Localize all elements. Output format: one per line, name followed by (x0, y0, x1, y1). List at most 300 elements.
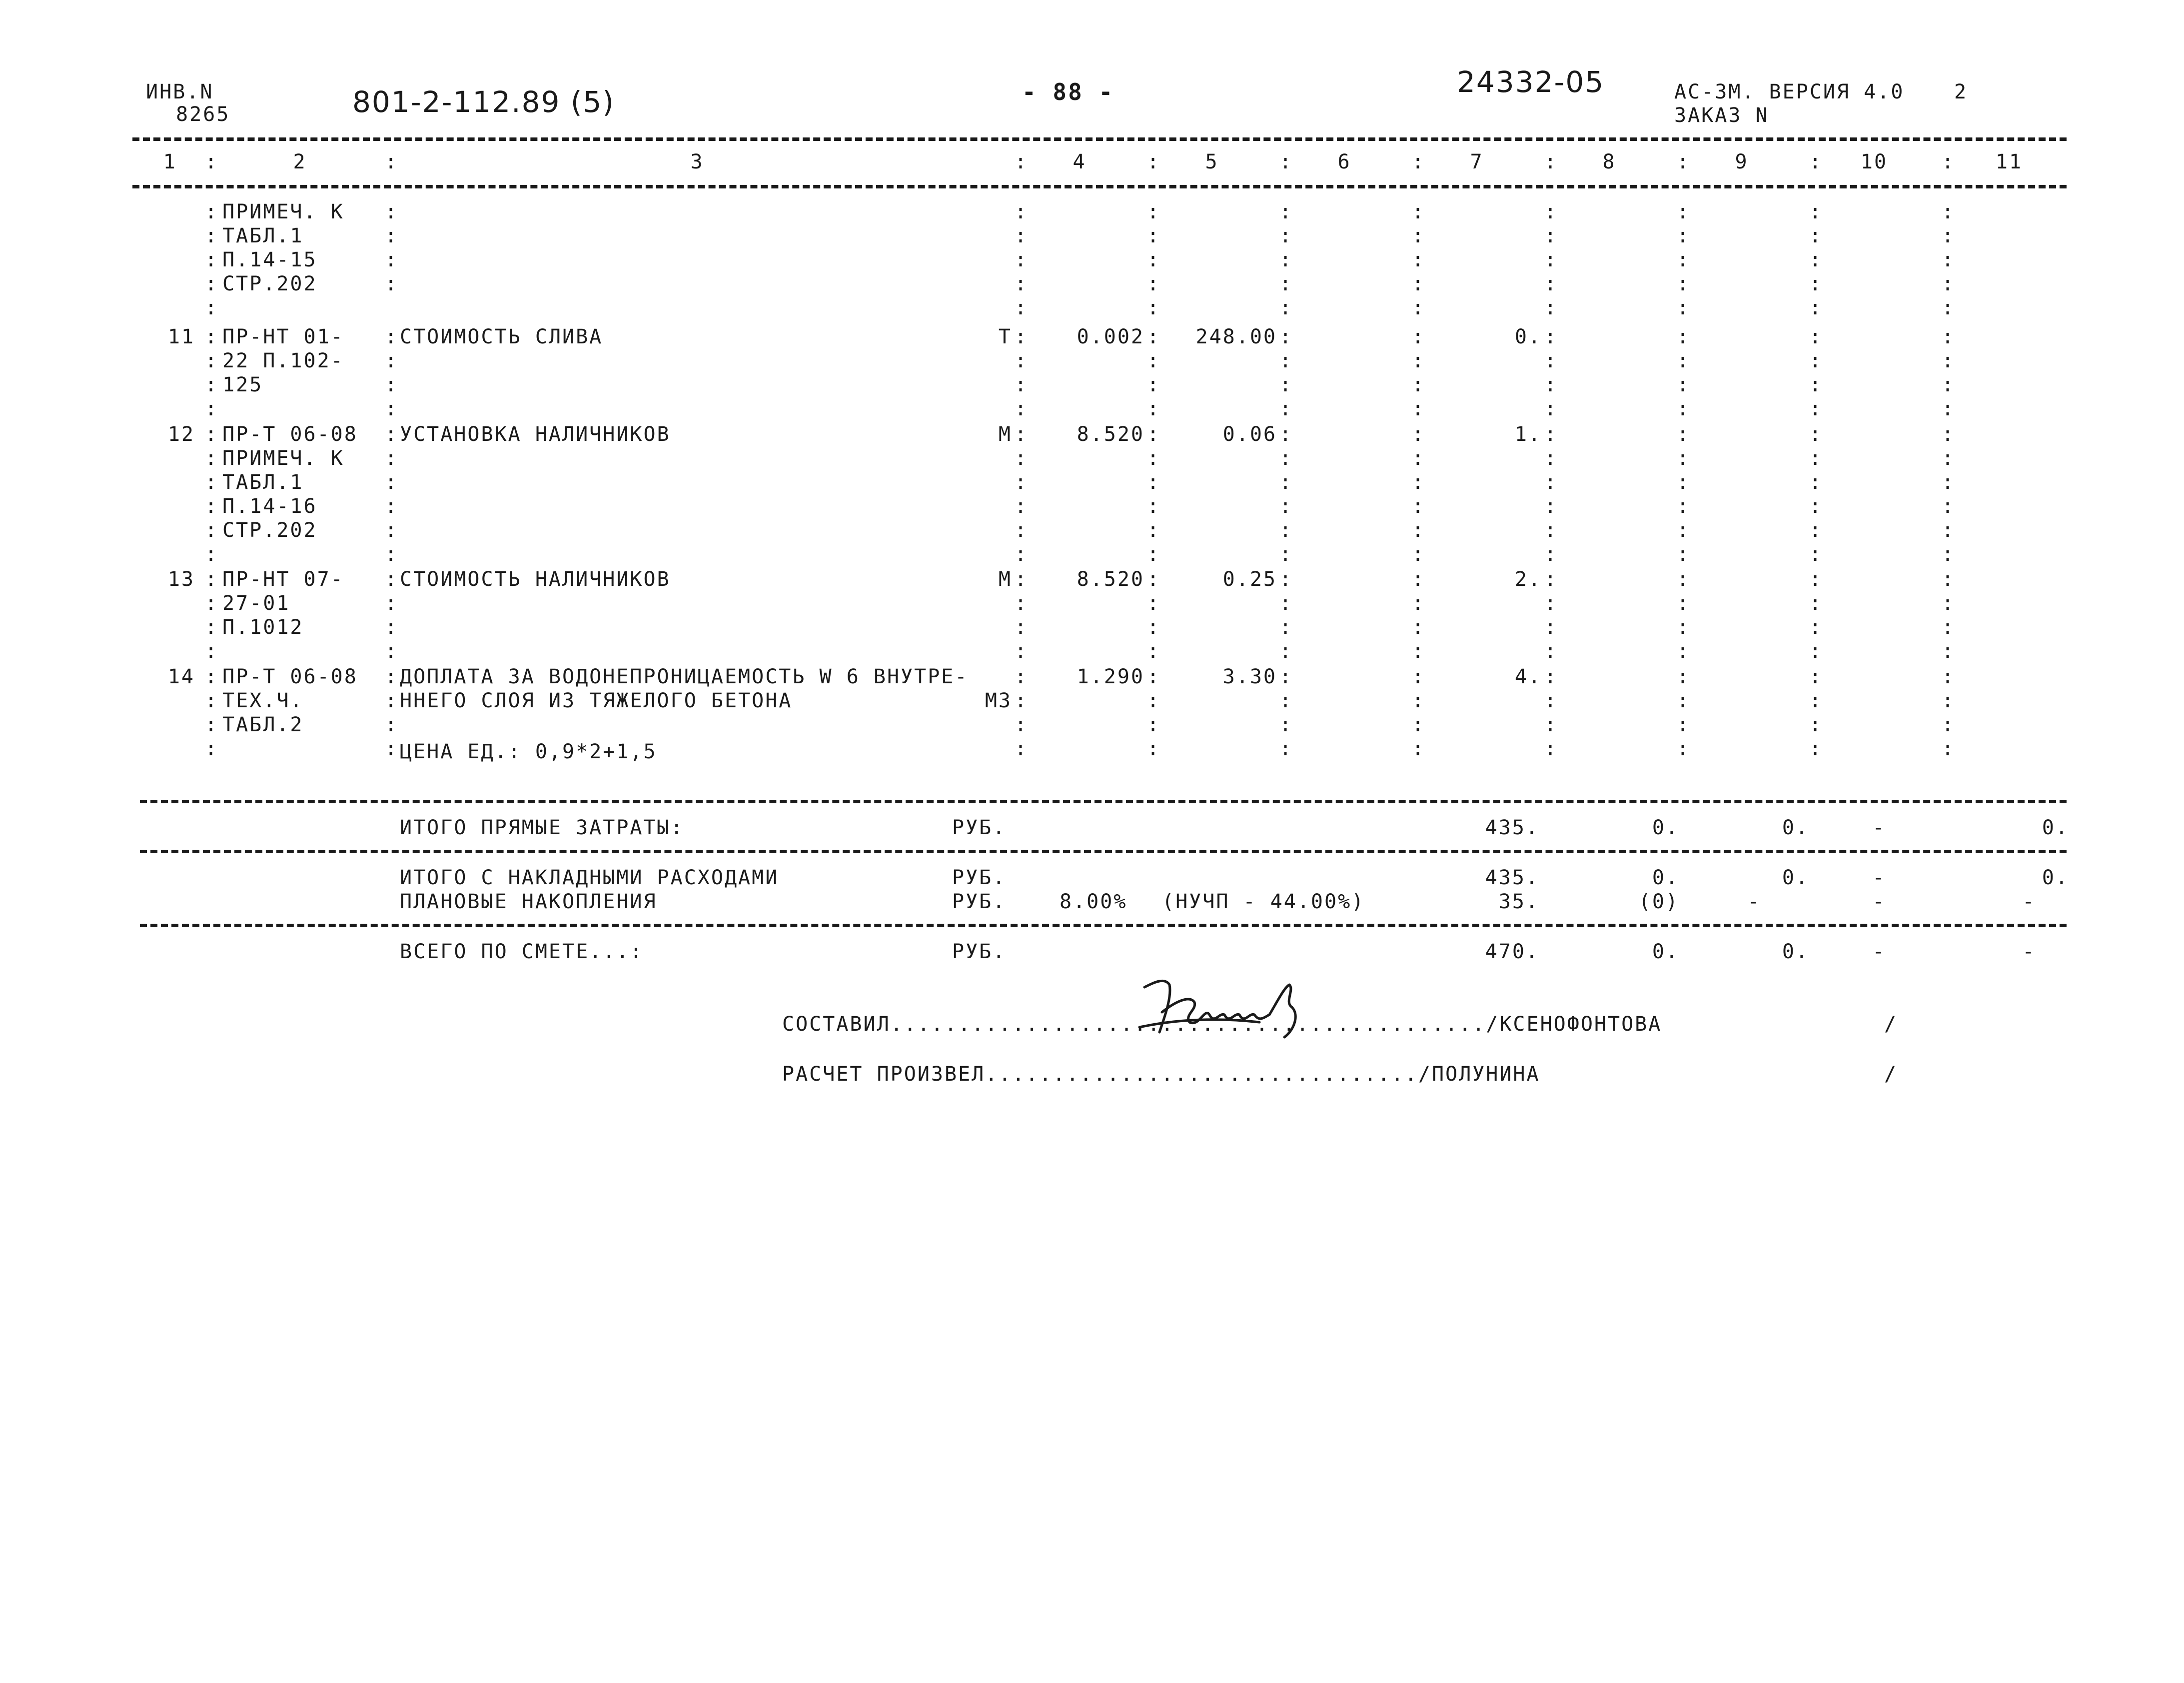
column-separator: : (1279, 397, 1293, 420)
column-separator: : (1677, 224, 1691, 247)
column-separator: : (1942, 349, 1956, 372)
column-separator: : (1677, 248, 1691, 271)
column-separator: : (1544, 495, 1558, 518)
total-overhead-col9: 0. (1782, 866, 1809, 889)
column-separator: : (1942, 325, 1956, 348)
column-separator: : (205, 349, 219, 372)
column-separator: : (1412, 737, 1426, 760)
column-separator: : (1412, 200, 1426, 223)
column-separator: : (1147, 150, 1161, 173)
row-basis: 27-01 (222, 592, 290, 615)
column-separator: : (1809, 713, 1823, 736)
column-separator: : (1809, 568, 1823, 591)
row-basis: ТЕХ.Ч. (222, 689, 304, 712)
column-separator: : (1279, 616, 1293, 639)
column-separator: : (1677, 325, 1691, 348)
grand-total-col10: - (1872, 940, 1886, 963)
row-number: 13 (167, 568, 195, 591)
column-separator: : (1677, 543, 1691, 566)
column-separator: : (1942, 423, 1956, 446)
row-basis: ПРИМЕЧ. К (222, 447, 344, 470)
total-overhead-col11: 0. (2042, 866, 2069, 889)
column-separator: : (1147, 665, 1161, 688)
column-separator: : (385, 519, 399, 542)
column-separator: : (1677, 447, 1691, 470)
column-separator: : (1809, 519, 1823, 542)
column-separator: : (1147, 397, 1161, 420)
row-unit: М (998, 568, 1012, 591)
planned-savings-col8: (0) (1638, 890, 1679, 913)
column-separator: : (385, 325, 399, 348)
program-version: АС-3М. ВЕРСИЯ 4.0 (1674, 80, 1905, 103)
column-separator: : (1279, 224, 1293, 247)
column-separator: : (1544, 737, 1558, 760)
column-separator: : (1412, 592, 1426, 615)
column-separator: : (205, 397, 219, 420)
column-header-11: 11 (1995, 150, 2023, 173)
calculated-by-line: РАСЧЕТ ПРОИЗВЕЛ................................/ПОЛУНИНА (782, 1063, 1540, 1086)
column-separator: : (1015, 737, 1029, 760)
column-separator: : (1147, 272, 1161, 295)
column-separator: : (1942, 200, 1956, 223)
total-overhead-col10: - (1872, 866, 1886, 889)
row-quantity: 8.520 (1077, 568, 1144, 591)
column-separator: : (1544, 349, 1558, 372)
column-separator: : (1809, 616, 1823, 639)
row-unit: М3 (985, 689, 1012, 712)
column-header-5: 5 (1205, 150, 1219, 173)
column-separator: : (385, 543, 399, 566)
column-separator: : (385, 150, 399, 173)
column-separator: : (1279, 568, 1293, 591)
column-separator: : (1677, 737, 1691, 760)
column-separator: : (385, 640, 399, 663)
column-separator: : (1412, 296, 1426, 319)
column-separator: : (1544, 272, 1558, 295)
column-separator: : (1279, 713, 1293, 736)
column-separator: : (1147, 423, 1161, 446)
column-separator: : (385, 423, 399, 446)
column-separator: : (205, 713, 219, 736)
column-header-8: 8 (1602, 150, 1616, 173)
column-separator: : (1015, 248, 1029, 271)
column-separator: : (1412, 640, 1426, 663)
column-separator: : (1015, 495, 1029, 518)
column-header-1: 1 (163, 150, 177, 173)
column-separator: : (385, 200, 399, 223)
column-separator: : (205, 519, 219, 542)
planned-savings-label: ПЛАНОВЫЕ НАКОПЛЕНИЯ (400, 890, 657, 913)
column-separator: : (1147, 616, 1161, 639)
column-separator: : (1809, 447, 1823, 470)
column-separator: : (1544, 447, 1558, 470)
total-direct-col11: 0. (2042, 816, 2069, 839)
column-separator: : (1015, 616, 1029, 639)
row-basis: СТР.202 (222, 519, 317, 542)
column-separator: : (205, 471, 219, 494)
column-separator: : (1942, 616, 1956, 639)
column-separator: : (1015, 150, 1029, 173)
row-quantity: 1.290 (1077, 665, 1144, 688)
row-basis: П.14-15 (222, 248, 317, 271)
column-separator: : (1147, 200, 1161, 223)
header-rule-bottom (132, 185, 2067, 188)
column-separator: : (1147, 325, 1161, 348)
column-separator: : (1279, 325, 1293, 348)
total-direct-unit: РУБ. (952, 816, 1007, 839)
column-separator: : (1544, 248, 1558, 271)
column-separator: : (1677, 713, 1691, 736)
column-separator: : (1279, 543, 1293, 566)
column-separator: : (205, 200, 219, 223)
inventory-label: ИНВ.N (146, 80, 214, 103)
column-separator: : (205, 568, 219, 591)
column-separator: : (385, 495, 399, 518)
column-separator: : (1544, 150, 1558, 173)
column-separator: : (1942, 713, 1956, 736)
grand-total-label: ВСЕГО ПО СМЕТЕ...: (400, 940, 644, 963)
row-total-cost: 0. (1514, 325, 1542, 348)
column-header-10: 10 (1860, 150, 1888, 173)
grand-total-unit: РУБ. (952, 940, 1007, 963)
column-separator: : (1412, 373, 1426, 396)
column-separator: : (1412, 495, 1426, 518)
compiled-by-end: / (1884, 1013, 1898, 1036)
column-separator: : (1942, 495, 1956, 518)
column-separator: : (1942, 543, 1956, 566)
column-separator: : (1544, 616, 1558, 639)
column-separator: : (1809, 349, 1823, 372)
column-separator: : (1942, 519, 1956, 542)
column-separator: : (1809, 150, 1823, 173)
column-separator: : (1015, 543, 1029, 566)
column-separator: : (385, 568, 399, 591)
column-separator: : (1015, 519, 1029, 542)
column-separator: : (1147, 689, 1161, 712)
column-separator: : (1412, 519, 1426, 542)
column-header-6: 6 (1337, 150, 1351, 173)
document-code: 801-2-112.89 (5) (352, 85, 615, 119)
column-separator: : (1942, 447, 1956, 470)
column-separator: : (1544, 519, 1558, 542)
column-separator: : (1015, 272, 1029, 295)
total-overhead-col8: 0. (1652, 866, 1679, 889)
column-separator: : (1412, 325, 1426, 348)
column-separator: : (1279, 592, 1293, 615)
column-separator: : (1015, 200, 1029, 223)
totals-rule-3 (140, 924, 2067, 927)
column-separator: : (385, 737, 399, 760)
planned-savings-col11: - (2022, 890, 2036, 913)
column-separator: : (1147, 296, 1161, 319)
row-basis: ТАБЛ.1 (222, 224, 304, 247)
row-basis: ТАБЛ.1 (222, 471, 304, 494)
column-separator: : (1412, 423, 1426, 446)
column-separator: : (1942, 272, 1956, 295)
column-separator: : (1147, 373, 1161, 396)
column-separator: : (385, 373, 399, 396)
column-separator: : (1544, 665, 1558, 688)
column-separator: : (1412, 397, 1426, 420)
column-separator: : (385, 665, 399, 688)
column-separator: : (1544, 568, 1558, 591)
column-separator: : (1677, 665, 1691, 688)
row-basis: ПР-Т 06-08 (222, 665, 358, 688)
total-direct-col8: 0. (1652, 816, 1679, 839)
total-direct-label: ИТОГО ПРЯМЫЕ ЗАТРАТЫ: (400, 816, 684, 839)
column-separator: : (205, 665, 219, 688)
column-separator: : (205, 325, 219, 348)
column-separator: : (205, 272, 219, 295)
column-separator: : (1809, 325, 1823, 348)
column-separator: : (1279, 471, 1293, 494)
column-separator: : (1412, 543, 1426, 566)
row-basis: П.14-16 (222, 495, 317, 518)
column-separator: : (1809, 224, 1823, 247)
column-separator: : (1279, 423, 1293, 446)
column-separator: : (205, 592, 219, 615)
column-separator: : (205, 737, 219, 760)
grand-total-col11: - (2022, 940, 2036, 963)
planned-savings-unit: РУБ. (952, 890, 1007, 913)
column-separator: : (1015, 397, 1029, 420)
column-separator: : (1942, 665, 1956, 688)
column-separator: : (1279, 665, 1293, 688)
column-separator: : (1544, 397, 1558, 420)
column-separator: : (1677, 373, 1691, 396)
column-separator: : (1279, 737, 1293, 760)
column-separator: : (385, 447, 399, 470)
column-separator: : (1412, 471, 1426, 494)
column-separator: : (1412, 150, 1426, 173)
column-separator: : (1147, 592, 1161, 615)
column-separator: : (385, 248, 399, 271)
row-total-cost: 4. (1514, 665, 1542, 688)
column-separator: : (1279, 447, 1293, 470)
column-separator: : (1809, 272, 1823, 295)
column-separator: : (385, 616, 399, 639)
column-separator: : (1942, 737, 1956, 760)
column-header-2: 2 (293, 150, 307, 173)
column-header-7: 7 (1470, 150, 1484, 173)
page-number: - 88 - (1022, 78, 1114, 105)
column-separator: : (1147, 568, 1161, 591)
column-separator: : (1015, 349, 1029, 372)
column-header-3: 3 (690, 150, 704, 173)
column-separator: : (205, 423, 219, 446)
row-quantity: 0.002 (1077, 325, 1144, 348)
column-separator: : (205, 689, 219, 712)
calculated-by-end: / (1884, 1063, 1898, 1086)
column-separator: : (1942, 224, 1956, 247)
column-separator: : (1942, 248, 1956, 271)
column-separator: : (1942, 689, 1956, 712)
column-separator: : (1147, 248, 1161, 271)
column-separator: : (1544, 640, 1558, 663)
column-separator: : (1677, 519, 1691, 542)
column-separator: : (1942, 471, 1956, 494)
column-separator: : (1809, 689, 1823, 712)
column-separator: : (1147, 519, 1161, 542)
column-separator: : (1544, 543, 1558, 566)
column-separator: : (1809, 296, 1823, 319)
order-code: 24332-05 (1457, 65, 1605, 99)
column-separator: : (1147, 737, 1161, 760)
column-separator: : (1942, 373, 1956, 396)
column-separator: : (205, 616, 219, 639)
column-separator: : (385, 471, 399, 494)
column-separator: : (205, 150, 219, 173)
column-separator: : (1809, 640, 1823, 663)
row-basis: ПР-НТ 07- (222, 568, 344, 591)
column-separator: : (1677, 689, 1691, 712)
row-basis: ПР-Т 06-08 (222, 423, 358, 446)
row-basis: СТР.202 (222, 272, 317, 295)
column-separator: : (1279, 495, 1293, 518)
compiled-by-line: СОСТАВИЛ............................................/КСЕНОФОНТОВА (782, 1013, 1662, 1036)
row-work-name: СТОИМОСТЬ НАЛИЧНИКОВ (400, 568, 671, 591)
grand-total-col9: 0. (1782, 940, 1809, 963)
planned-savings-note: (НУЧП - 44.00%) (1162, 890, 1365, 913)
row-quantity: 8.520 (1077, 423, 1144, 446)
row-basis: ПР-НТ 01- (222, 325, 344, 348)
column-separator: : (1809, 423, 1823, 446)
column-separator: : (385, 689, 399, 712)
order-label: ЗАКАЗ N (1674, 104, 1769, 127)
column-separator: : (1412, 224, 1426, 247)
column-separator: : (1942, 592, 1956, 615)
column-separator: : (1015, 689, 1029, 712)
column-separator: : (1015, 447, 1029, 470)
price-note: ЦЕНА ЕД.: 0,9*2+1,5 (400, 740, 657, 763)
planned-savings-percent: 8.00% (1060, 890, 1127, 913)
totals-rule-2 (140, 850, 2067, 853)
column-separator: : (1544, 200, 1558, 223)
total-direct-col7: 435. (1485, 816, 1539, 839)
row-total-cost: 2. (1514, 568, 1542, 591)
column-separator: : (1147, 640, 1161, 663)
column-separator: : (1412, 713, 1426, 736)
column-separator: : (205, 296, 219, 319)
column-separator: : (1544, 423, 1558, 446)
total-overhead-unit: РУБ. (952, 866, 1007, 889)
column-separator: : (1015, 568, 1029, 591)
row-number: 12 (167, 423, 195, 446)
column-separator: : (1412, 248, 1426, 271)
column-separator: : (1677, 272, 1691, 295)
total-direct-col10: - (1872, 816, 1886, 839)
column-separator: : (205, 543, 219, 566)
row-number: 14 (167, 665, 195, 688)
column-separator: : (1412, 665, 1426, 688)
column-separator: : (1942, 296, 1956, 319)
row-total-cost: 1. (1514, 423, 1542, 446)
column-separator: : (1544, 373, 1558, 396)
column-separator: : (1015, 325, 1029, 348)
row-unit-price: 248.00 (1195, 325, 1277, 348)
column-separator: : (205, 495, 219, 518)
column-separator: : (1279, 248, 1293, 271)
column-separator: : (1147, 224, 1161, 247)
column-separator: : (1015, 224, 1029, 247)
column-separator: : (205, 248, 219, 271)
row-unit-price: 3.30 (1222, 665, 1277, 688)
column-separator: : (1412, 689, 1426, 712)
column-separator: : (1677, 640, 1691, 663)
row-unit: М (998, 423, 1012, 446)
column-separator: : (385, 592, 399, 615)
column-separator: : (1015, 665, 1029, 688)
column-separator: : (1279, 373, 1293, 396)
column-separator: : (1677, 616, 1691, 639)
column-separator: : (1015, 713, 1029, 736)
column-separator: : (1677, 592, 1691, 615)
column-separator: : (1544, 471, 1558, 494)
inventory-number: 8265 (176, 103, 230, 126)
row-number: 11 (167, 325, 195, 348)
column-separator: : (1544, 689, 1558, 712)
column-separator: : (1279, 519, 1293, 542)
column-separator: : (1279, 640, 1293, 663)
row-basis: П.1012 (222, 616, 304, 639)
total-overhead-col7: 435. (1485, 866, 1539, 889)
row-work-name: ННЕГО СЛОЯ ИЗ ТЯЖЕЛОГО БЕТОНА (400, 689, 793, 712)
column-separator: : (1147, 495, 1161, 518)
column-separator: : (1942, 150, 1956, 173)
column-separator: : (1015, 471, 1029, 494)
column-separator: : (385, 349, 399, 372)
column-separator: : (1279, 296, 1293, 319)
column-separator: : (1544, 224, 1558, 247)
column-separator: : (1015, 640, 1029, 663)
column-separator: : (1147, 447, 1161, 470)
row-work-name: СТОИМОСТЬ СЛИВА (400, 325, 603, 348)
planned-savings-col10: - (1872, 890, 1886, 913)
column-separator: : (1809, 495, 1823, 518)
column-separator: : (1809, 373, 1823, 396)
row-unit-price: 0.06 (1222, 423, 1277, 446)
column-header-9: 9 (1735, 150, 1749, 173)
column-separator: : (1412, 349, 1426, 372)
column-separator: : (1544, 713, 1558, 736)
column-separator: : (1544, 592, 1558, 615)
column-separator: : (1809, 543, 1823, 566)
column-separator: : (1677, 568, 1691, 591)
row-basis: ПРИМЕЧ. К (222, 200, 344, 223)
column-separator: : (1942, 640, 1956, 663)
column-separator: : (1412, 447, 1426, 470)
column-separator: : (1279, 272, 1293, 295)
column-separator: : (1677, 495, 1691, 518)
column-separator: : (1677, 423, 1691, 446)
column-separator: : (1147, 543, 1161, 566)
column-separator: : (1015, 373, 1029, 396)
column-separator: : (1677, 150, 1691, 173)
column-separator: : (1809, 471, 1823, 494)
column-separator: : (1015, 423, 1029, 446)
column-separator: : (1809, 397, 1823, 420)
row-work-name: УСТАНОВКА НАЛИЧНИКОВ (400, 423, 671, 446)
column-separator: : (205, 373, 219, 396)
column-separator: : (1147, 471, 1161, 494)
total-overhead-label: ИТОГО С НАКЛАДНЫМИ РАСХОДАМИ (400, 866, 779, 889)
column-separator: : (1279, 200, 1293, 223)
column-separator: : (1412, 616, 1426, 639)
column-separator: : (1412, 272, 1426, 295)
column-header-4: 4 (1073, 150, 1087, 173)
grand-total-col8: 0. (1652, 940, 1679, 963)
row-basis: ТАБЛ.2 (222, 713, 304, 736)
